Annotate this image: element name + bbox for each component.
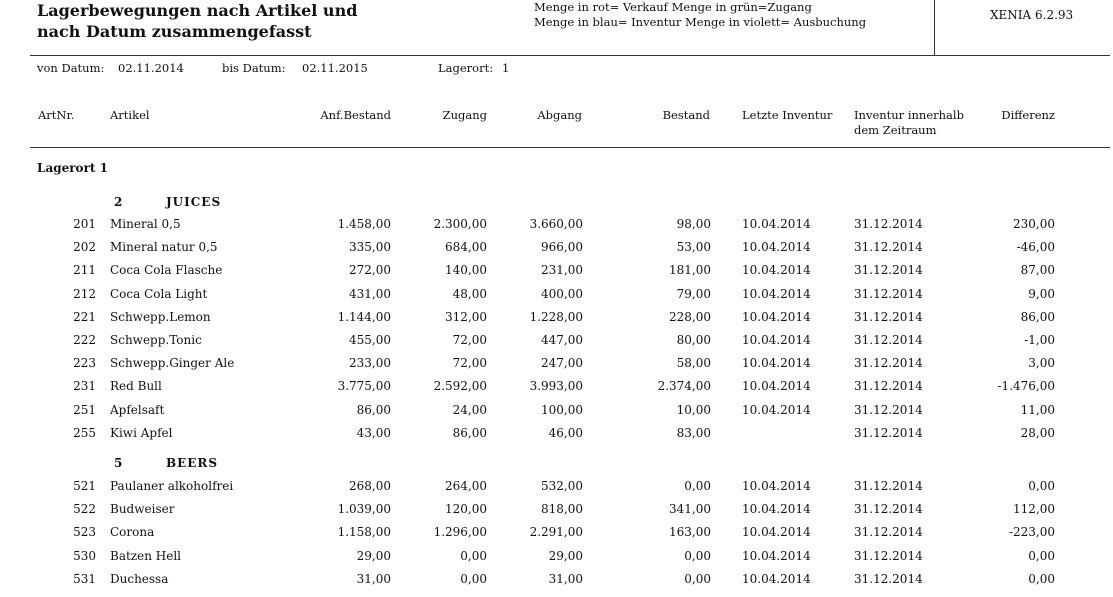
abgang-value: 3.660,00	[529, 217, 583, 231]
zugang-value: 264,00	[445, 479, 487, 493]
letzte-inventur-value: 10.04.2014	[742, 571, 811, 586]
bestand-value: 0,00	[684, 571, 711, 586]
anf-bestand-value: 1.039,00	[337, 502, 391, 517]
col-artikel: Artikel	[110, 108, 150, 122]
letzte-inventur-value: 10.04.2014	[742, 263, 811, 278]
article-name: Corona	[110, 525, 155, 540]
table-row	[0, 333, 1113, 356]
letzte-inventur-value: 10.04.2014	[742, 379, 811, 394]
letzte-inventur-value: 10.04.2014	[742, 309, 811, 324]
letzte-inventur-value: 10.04.2014	[742, 217, 811, 231]
table-row	[0, 287, 1113, 310]
zugang-value: 684,00	[445, 240, 487, 255]
differenz-value: 87,00	[1020, 263, 1055, 278]
differenz-value: -1,00	[1024, 333, 1055, 347]
abgang-value: 966,00	[541, 240, 583, 255]
abgang-value: 818,00	[541, 502, 583, 517]
article-name: Coca Cola Flasche	[110, 263, 223, 278]
von-datum-value: 02.11.2014	[118, 61, 184, 75]
bestand-value: 98,00	[676, 217, 711, 231]
abgang-value: 1.228,00	[529, 309, 583, 324]
abgang-value: 247,00	[541, 356, 583, 371]
article-number: 222	[73, 333, 96, 347]
group-name: BEERS	[166, 456, 219, 470]
bis-datum-value: 02.11.2015	[302, 61, 368, 75]
lagerort-label: Lagerort:	[438, 61, 494, 75]
article-number: 212	[73, 286, 96, 301]
col-differenz: Differenz	[1001, 108, 1055, 122]
inventur-zeitraum-value: 31.12.2014	[854, 379, 923, 394]
header-rule	[30, 55, 1110, 56]
anf-bestand-value: 1.458,00	[337, 217, 391, 231]
article-name: Mineral natur 0,5	[110, 240, 218, 255]
abgang-value: 400,00	[541, 286, 583, 301]
report-title-line1: Lagerbewegungen nach Artikel und	[37, 1, 358, 20]
abgang-value: 31,00	[548, 571, 583, 586]
report-title-line2: nach Datum zusammengefasst	[37, 22, 312, 41]
col-artnr: ArtNr.	[38, 108, 75, 122]
anf-bestand-value: 431,00	[349, 286, 391, 301]
von-datum-label: von Datum:	[37, 61, 105, 75]
differenz-value: 9,00	[1028, 286, 1055, 301]
inventur-zeitraum-value: 31.12.2014	[854, 479, 923, 493]
article-name: Mineral 0,5	[110, 217, 181, 231]
letzte-inventur-value: 10.04.2014	[742, 525, 811, 540]
article-name: Paulaner alkoholfrei	[110, 479, 234, 493]
col-bestand: Bestand	[662, 108, 710, 122]
header-divider	[934, 0, 935, 55]
zugang-value: 312,00	[445, 309, 487, 324]
bestand-value: 163,00	[669, 525, 711, 540]
inventur-zeitraum-value: 31.12.2014	[854, 548, 923, 563]
article-name: Kiwi Apfel	[110, 425, 173, 440]
anf-bestand-value: 3.775,00	[337, 379, 391, 394]
col-zugang: Zugang	[442, 108, 487, 122]
bestand-value: 341,00	[669, 502, 711, 517]
article-number: 522	[73, 502, 96, 517]
anf-bestand-value: 1.158,00	[337, 525, 391, 540]
version-label: XENIA 6.2.93	[990, 8, 1074, 22]
inventur-zeitraum-value: 31.12.2014	[854, 571, 923, 586]
letzte-inventur-value: 10.04.2014	[742, 402, 811, 417]
article-name: Apfelsaft	[110, 402, 165, 417]
abgang-value: 2.291,00	[529, 525, 583, 540]
table-row	[0, 217, 1113, 240]
table-row	[0, 263, 1113, 286]
zugang-value: 1.296,00	[433, 525, 487, 540]
table-row	[0, 379, 1113, 402]
article-number: 231	[73, 379, 96, 394]
article-name: Batzen Hell	[110, 548, 182, 563]
zugang-value: 72,00	[452, 333, 487, 347]
article-name: Budweiser	[110, 502, 175, 517]
article-name: Coca Cola Light	[110, 286, 208, 301]
inventur-zeitraum-value: 31.12.2014	[854, 240, 923, 255]
letzte-inventur-value: 10.04.2014	[742, 240, 811, 255]
bestand-value: 181,00	[669, 263, 711, 278]
article-name: Red Bull	[110, 379, 162, 394]
anf-bestand-value: 43,00	[356, 425, 391, 440]
differenz-value: 0,00	[1028, 571, 1055, 586]
bestand-value: 0,00	[684, 548, 711, 563]
report-title	[37, 0, 357, 42]
bestand-value: 79,00	[676, 286, 711, 301]
anf-bestand-value: 455,00	[349, 333, 391, 347]
bestand-value: 80,00	[676, 333, 711, 347]
table-row	[0, 549, 1113, 572]
differenz-value: 112,00	[1013, 502, 1055, 517]
column-header-rule	[30, 147, 1110, 148]
inventur-zeitraum-value: 31.12.2014	[854, 333, 923, 347]
zugang-value: 86,00	[452, 425, 487, 440]
inventur-zeitraum-value: 31.12.2014	[854, 402, 923, 417]
article-name: Schwepp.Lemon	[110, 309, 211, 324]
abgang-value: 231,00	[541, 263, 583, 278]
differenz-value: 0,00	[1028, 479, 1055, 493]
group-name: JUICES	[166, 195, 222, 209]
anf-bestand-value: 31,00	[356, 571, 391, 586]
article-number: 521	[73, 479, 96, 493]
differenz-value: 0,00	[1028, 548, 1055, 563]
differenz-value: 86,00	[1020, 309, 1055, 324]
abgang-value: 100,00	[541, 402, 583, 417]
table-row	[0, 426, 1113, 449]
col-inventur-line2: dem Zeitraum	[854, 123, 937, 137]
col-inventur-line1: Inventur innerhalb	[854, 108, 964, 122]
differenz-value: 28,00	[1020, 425, 1055, 440]
zugang-value: 24,00	[452, 402, 487, 417]
letzte-inventur-value: 10.04.2014	[742, 502, 811, 517]
col-abgang: Abgang	[537, 108, 582, 122]
anf-bestand-value: 272,00	[349, 263, 391, 278]
anf-bestand-value: 1.144,00	[337, 309, 391, 324]
letzte-inventur-value: 10.04.2014	[742, 286, 811, 301]
table-row	[0, 502, 1113, 525]
anf-bestand-value: 335,00	[349, 240, 391, 255]
zugang-value: 0,00	[460, 548, 487, 563]
article-number: 223	[73, 356, 96, 371]
table-row	[0, 572, 1113, 595]
table-row	[0, 403, 1113, 426]
article-number: 255	[73, 425, 96, 440]
section-lagerort: Lagerort 1	[37, 161, 108, 175]
bestand-value: 2.374,00	[657, 379, 711, 394]
table-row	[0, 356, 1113, 379]
zugang-value: 0,00	[460, 571, 487, 586]
color-legend	[534, 0, 866, 30]
anf-bestand-value: 86,00	[356, 402, 391, 417]
letzte-inventur-value: 10.04.2014	[742, 356, 811, 371]
anf-bestand-value: 233,00	[349, 356, 391, 371]
bestand-value: 83,00	[676, 425, 711, 440]
group-number: 2	[114, 195, 123, 209]
zugang-value: 2.300,00	[433, 217, 487, 231]
zugang-value: 120,00	[445, 502, 487, 517]
inventur-zeitraum-value: 31.12.2014	[854, 217, 923, 231]
article-number: 523	[73, 525, 96, 540]
article-number: 531	[73, 571, 96, 586]
letzte-inventur-value: 10.04.2014	[742, 333, 811, 347]
zugang-value: 2.592,00	[433, 379, 487, 394]
bestand-value: 0,00	[684, 479, 711, 493]
bestand-value: 53,00	[676, 240, 711, 255]
zugang-value: 48,00	[452, 286, 487, 301]
group-number: 5	[114, 456, 123, 470]
article-name: Schwepp.Tonic	[110, 333, 202, 347]
article-number: 251	[73, 402, 96, 417]
differenz-value: 11,00	[1020, 402, 1055, 417]
letzte-inventur-value: 10.04.2014	[742, 548, 811, 563]
col-inventur-zeitraum	[854, 108, 964, 138]
abgang-value: 532,00	[541, 479, 583, 493]
article-number: 211	[73, 263, 96, 278]
differenz-value: 3,00	[1028, 356, 1055, 371]
inventur-zeitraum-value: 31.12.2014	[854, 502, 923, 517]
differenz-value: -1.476,00	[997, 379, 1055, 394]
lagerort-value: 1	[502, 61, 510, 75]
anf-bestand-value: 268,00	[349, 479, 391, 493]
anf-bestand-value: 29,00	[356, 548, 391, 563]
zugang-value: 140,00	[445, 263, 487, 278]
legend-line2: Menge in blau= Inventur Menge in violett= Ausbuchung	[534, 15, 867, 29]
article-number: 201	[73, 217, 96, 231]
table-row	[0, 310, 1113, 333]
abgang-value: 3.993,00	[529, 379, 583, 394]
legend-line1: Menge in rot= Verkauf Menge in grün=Zugang	[534, 0, 812, 14]
inventur-zeitraum-value: 31.12.2014	[854, 356, 923, 371]
inventur-zeitraum-value: 31.12.2014	[854, 525, 923, 540]
article-number: 202	[73, 240, 96, 255]
bis-datum-label: bis Datum:	[222, 61, 286, 75]
bestand-value: 228,00	[669, 309, 711, 324]
bestand-value: 10,00	[676, 402, 711, 417]
inventur-zeitraum-value: 31.12.2014	[854, 425, 923, 440]
differenz-value: -223,00	[1008, 525, 1055, 540]
differenz-value: 230,00	[1013, 217, 1055, 231]
table-row	[0, 479, 1113, 502]
abgang-value: 46,00	[548, 425, 583, 440]
table-row	[0, 240, 1113, 263]
article-name: Duchessa	[110, 571, 169, 586]
inventur-zeitraum-value: 31.12.2014	[854, 263, 923, 278]
abgang-value: 447,00	[541, 333, 583, 347]
letzte-inventur-value: 10.04.2014	[742, 479, 811, 493]
differenz-value: -46,00	[1016, 240, 1055, 255]
inventur-zeitraum-value: 31.12.2014	[854, 286, 923, 301]
bestand-value: 58,00	[676, 356, 711, 371]
zugang-value: 72,00	[452, 356, 487, 371]
col-anf-bestand: Anf.Bestand	[320, 108, 391, 122]
abgang-value: 29,00	[548, 548, 583, 563]
article-number: 221	[73, 309, 96, 324]
col-letzte-inventur: Letzte Inventur	[742, 108, 833, 122]
table-row	[0, 525, 1113, 548]
article-name: Schwepp.Ginger Ale	[110, 356, 235, 371]
inventur-zeitraum-value: 31.12.2014	[854, 309, 923, 324]
article-number: 530	[73, 548, 96, 563]
